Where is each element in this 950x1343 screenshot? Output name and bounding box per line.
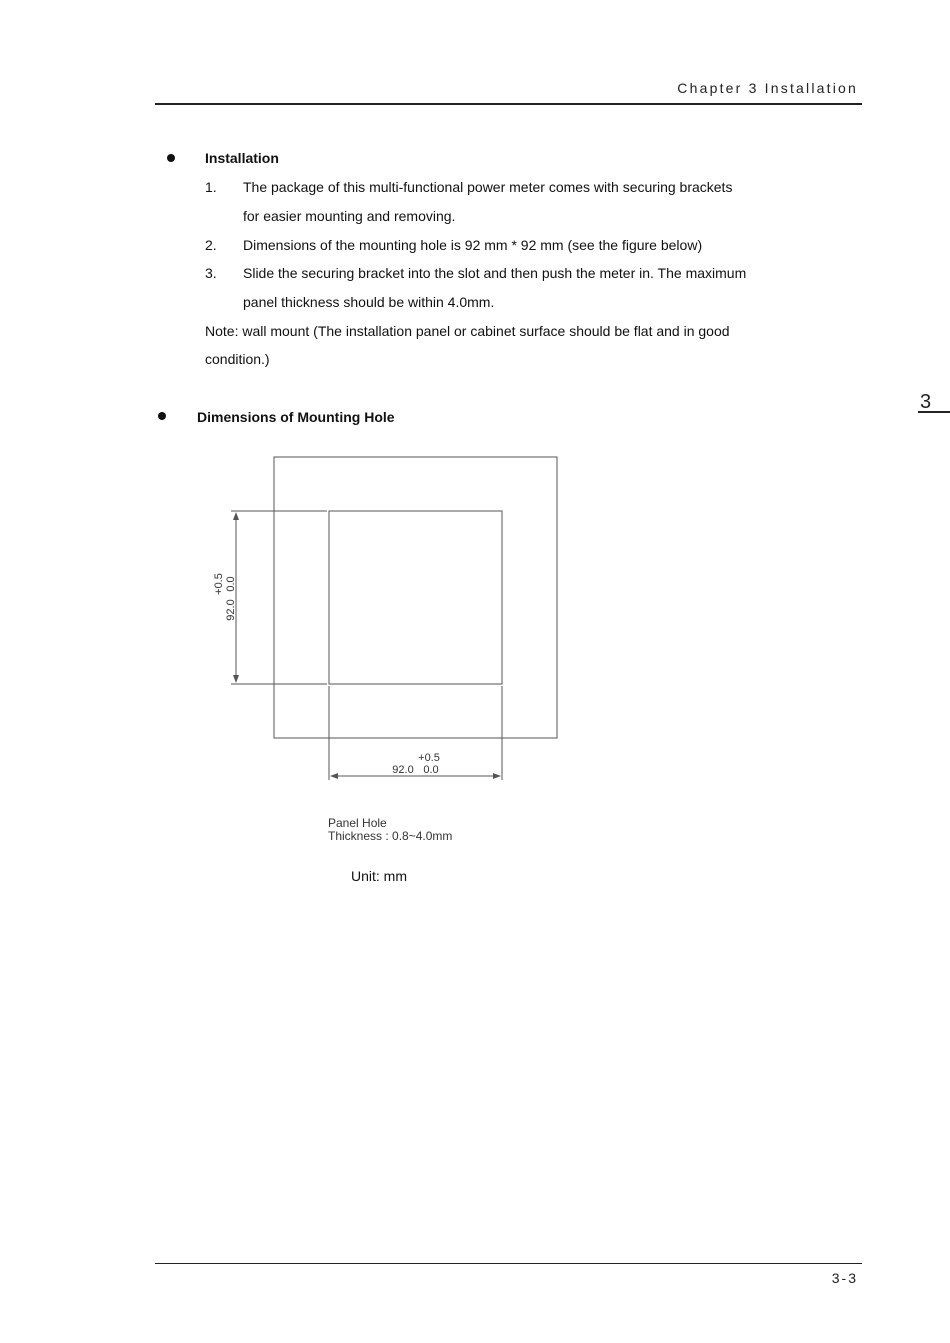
mounting-hole-diagram: [200, 440, 600, 870]
item-1-line-1: The package of this multi-functional power meter comes with securing brackets: [243, 179, 733, 195]
item-2-number: 2.: [205, 237, 217, 253]
outer-panel-outline: [274, 457, 557, 738]
horizontal-dim-tol-upper: +0.5: [418, 752, 440, 764]
figure-caption-line-1: Panel Hole: [328, 816, 387, 830]
horizontal-dim-tol-lower: 0.0: [423, 764, 439, 776]
page-header-title: Chapter 3 Installation: [677, 80, 858, 96]
chapter-tab: 3: [918, 391, 950, 413]
bullet-icon: [167, 154, 175, 162]
unit-label: Unit: mm: [351, 868, 407, 884]
horizontal-dim-value: 92.0: [392, 764, 414, 776]
item-2-line-1: Dimensions of the mounting hole is 92 mm * 92 mm (see the figure below): [243, 237, 703, 253]
installation-heading: Installation: [205, 150, 279, 166]
item-1-line-2: for easier mounting and removing.: [243, 208, 456, 224]
item-3-line-2: panel thickness should be within 4.0mm.: [243, 294, 495, 310]
vertical-dim-tol-upper: +0.5: [213, 573, 225, 595]
dimensions-heading: Dimensions of Mounting Hole: [197, 409, 395, 425]
bullet-icon: [158, 412, 166, 420]
vertical-dim-tol-lower: 0.0: [225, 576, 237, 592]
note-line-1: Note: wall mount (The installation panel or cabinet surface should be flat and in good: [205, 323, 730, 339]
figure-caption-line-2: Thickness : 0.8~4.0mm: [328, 829, 453, 843]
panel-hole-outline: [329, 511, 502, 684]
note-line-2: condition.): [205, 351, 270, 367]
page-number: 3-3: [831, 1270, 858, 1286]
item-3-line-1: Slide the securing bracket into the slot and then push the meter in. The maximum: [243, 265, 747, 281]
header-divider: [155, 103, 862, 105]
vertical-dim-value: 92.0: [225, 599, 237, 621]
footer-divider: [155, 1263, 862, 1264]
item-1-number: 1.: [205, 179, 217, 195]
item-3-number: 3.: [205, 265, 217, 281]
